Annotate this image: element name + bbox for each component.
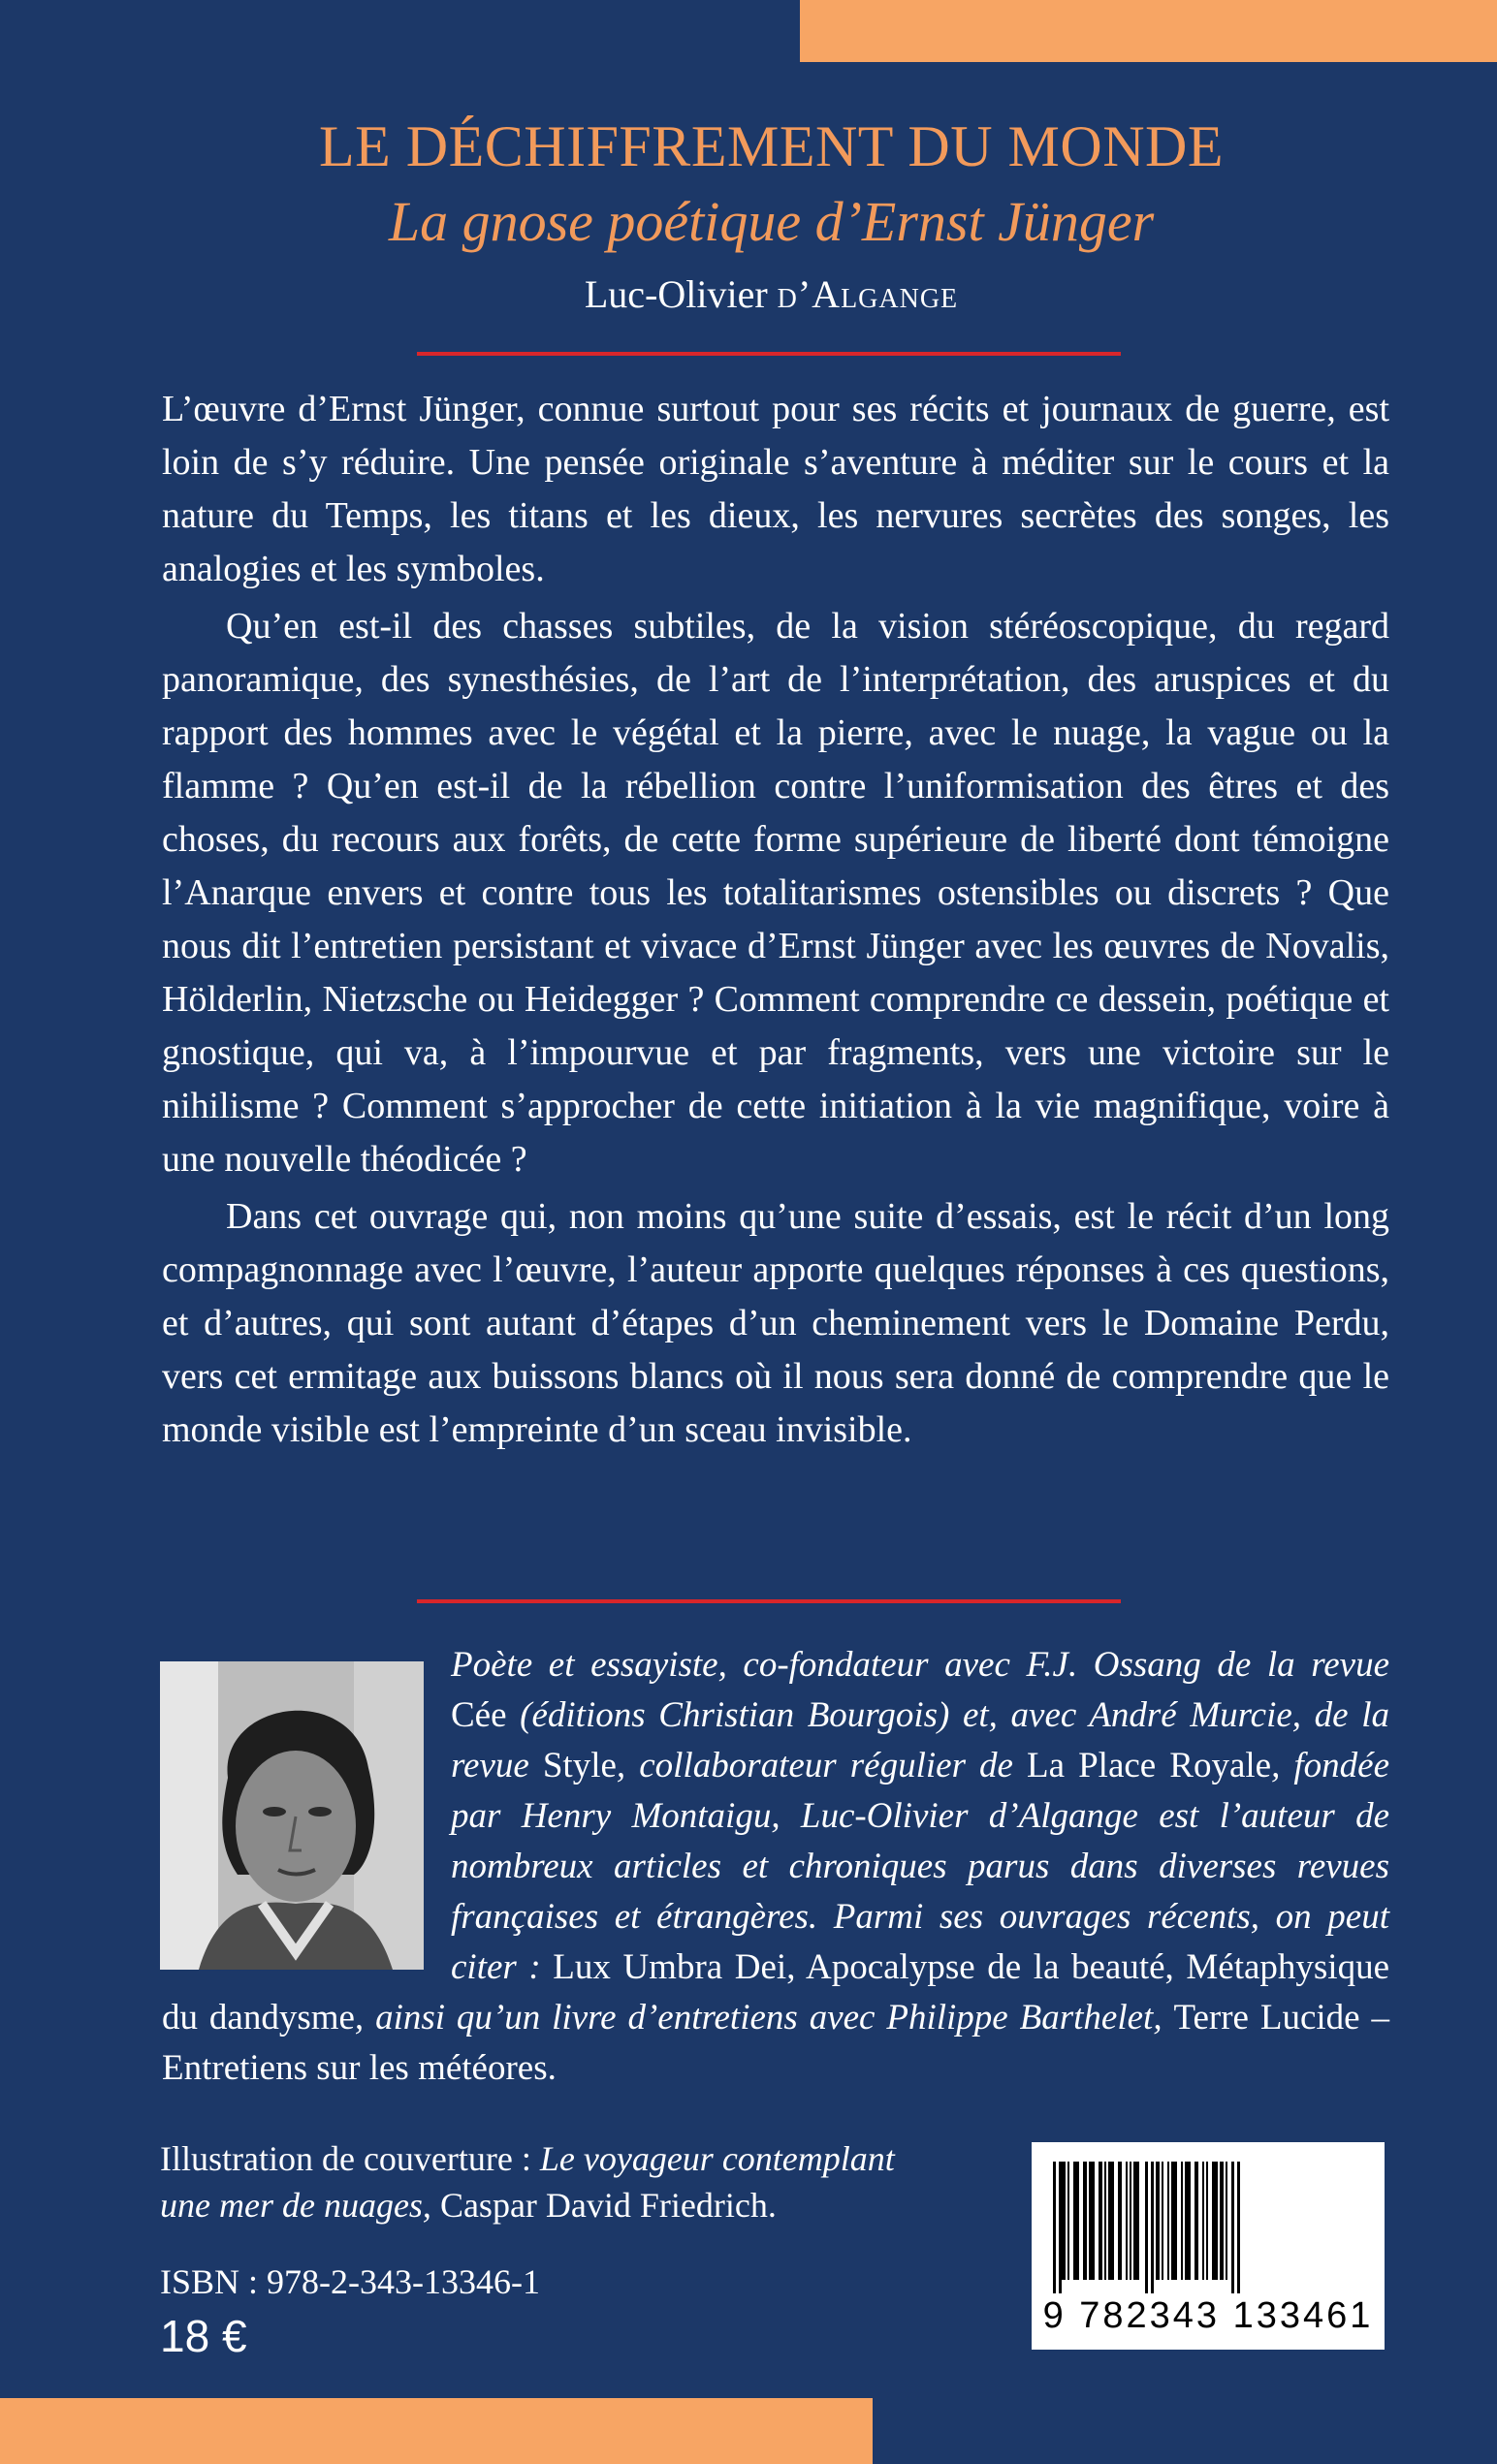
barcode-bar	[1220, 2162, 1224, 2280]
barcode-bar	[1067, 2162, 1069, 2280]
barcode-bars	[1049, 2162, 1367, 2293]
top-orange-band	[800, 0, 1497, 62]
price: 18 €	[160, 2311, 247, 2361]
barcode-bar	[1130, 2162, 1131, 2280]
barcode-bar	[1062, 2162, 1066, 2280]
barcode-bar	[1145, 2162, 1148, 2293]
barcode-bar	[1194, 2162, 1198, 2280]
barcode-bar	[1181, 2162, 1183, 2280]
book-author	[0, 266, 1497, 324]
bottom-orange-band	[0, 2398, 873, 2464]
cover-illustration-credit: Illustration de couverture : Le voyageur contemplant une mer de nuages, Caspar David Friedrich.	[160, 2139, 895, 2225]
barcode-bar	[1133, 2162, 1139, 2280]
barcode-bar	[1156, 2162, 1160, 2280]
barcode-bar	[1167, 2162, 1169, 2280]
barcode-bar	[1185, 2162, 1191, 2280]
barcode-bar	[1237, 2162, 1240, 2293]
book-subtitle: La gnose poétique d’Ernst Jünger	[388, 190, 1155, 253]
author-bio: Poète et essayiste, co-fondateur avec F.J. Ossang de la revue Cée (éditions Christian Bourgois) et, avec André Murcie, de la revue Style, collaborateur régulier de La Place Royale, fondée par Henry Montaigu, Luc-Olivier d’Algange est l’auteur de nombreux articles et chroniques parus dans diverses revues françaises et étrangères. Parmi ses ouvrages récents, on peut citer : Lux Umbra Dei, Apocalypse de la beauté, Métaphysique du dandysme, ainsi qu’un livre d’entretiens avec Philippe Barthelet, Terre Lucide – Entretiens sur les météores.	[162, 1645, 1390, 2088]
barcode-bar	[1202, 2162, 1204, 2280]
barcode-bar	[1099, 2162, 1102, 2280]
book-title: LE DÉCHIFFREMENT DU MONDE	[318, 114, 1225, 178]
barcode-bar	[1126, 2162, 1128, 2280]
barcode-digits: 9 782343 133461	[1042, 2295, 1374, 2336]
summary-paragraph: Qu’en est-il des chasses subtiles, de la vision stéréoscopique, du regard panoramique, des synesthésies, de l’art de l’interprétation, des aruspices et du rapport des hommes avec le végétal et la pierre, avec le nuage, la vague ou la flamme ? Qu’en est-il de la rébellion contre l’uniformisation des êtres et des choses, du recours aux forêts, de cette forme supérieure de liberté dont témoigne l’Anarque envers et contre tous les totalitarismes ostensibles ou discrets ? Que nous dit l’entretien persistant et vivace d’Ernst Jünger avec les œuvres de Novalis, Hölderlin, Nietzsche ou Heidegger ? Comment comprendre ce dessein, poétique et gnostique, qui va, à l’impourvue et par fragments, vers une victoire sur le nihilisme ? Comment s’approcher de cette initiation à la vie magnifique, voire à une nouvelle théodicée ?	[162, 606, 1389, 1180]
barcode-bar	[1073, 2162, 1079, 2280]
barcode-bar	[1083, 2162, 1087, 2280]
barcode-bar	[1108, 2162, 1114, 2280]
cover-header	[0, 109, 1497, 324]
isbn: ISBN : 978-2-343-13346-1	[160, 2262, 540, 2301]
barcode-bar	[1059, 2162, 1062, 2293]
summary-paragraph: Dans cet ouvrage qui, non moins qu’une suite d’essais, est le récit d’un long compagnonnage avec l’œuvre, l’auteur apporte quelques réponses à ces questions, et d’autres, qui sont autant d’étapes d’un cheminement vers le Domaine Perdu, vers cet ermitage aux buissons blancs où il nous sera donné de comprendre que le monde visible est l’empreinte d’un sceau invisible.	[162, 1196, 1389, 1450]
barcode-bar	[1089, 2162, 1095, 2280]
author-last-name: d’Algange	[777, 272, 959, 316]
barcode-bar	[1118, 2162, 1122, 2280]
barcode-bar	[1231, 2162, 1234, 2293]
barcode-bar	[1053, 2162, 1056, 2293]
barcode-bar	[1226, 2162, 1227, 2280]
summary-paragraph: L’œuvre d’Ernst Jünger, connue surtout pour ses récits et journaux de guerre, est loin de s’y réduire. Une pensée originale s’aventure à méditer sur le cours et la nature du Temps, les titans et les dieux, les nervures secrètes des songes, les analogies et les symboles.	[162, 389, 1389, 589]
red-divider-bottom	[417, 1599, 1121, 1603]
barcode-bar	[1206, 2162, 1208, 2280]
barcode-bar	[1151, 2162, 1154, 2293]
barcode-bar	[1104, 2162, 1106, 2280]
barcode-bar	[1162, 2162, 1163, 2280]
author-first-name: Luc-Olivier	[584, 272, 768, 316]
barcode-bar	[1212, 2162, 1218, 2280]
book-summary	[162, 383, 1389, 1457]
red-divider-top	[417, 352, 1121, 356]
barcode-bar	[1171, 2162, 1177, 2280]
barcode	[1032, 2142, 1385, 2350]
